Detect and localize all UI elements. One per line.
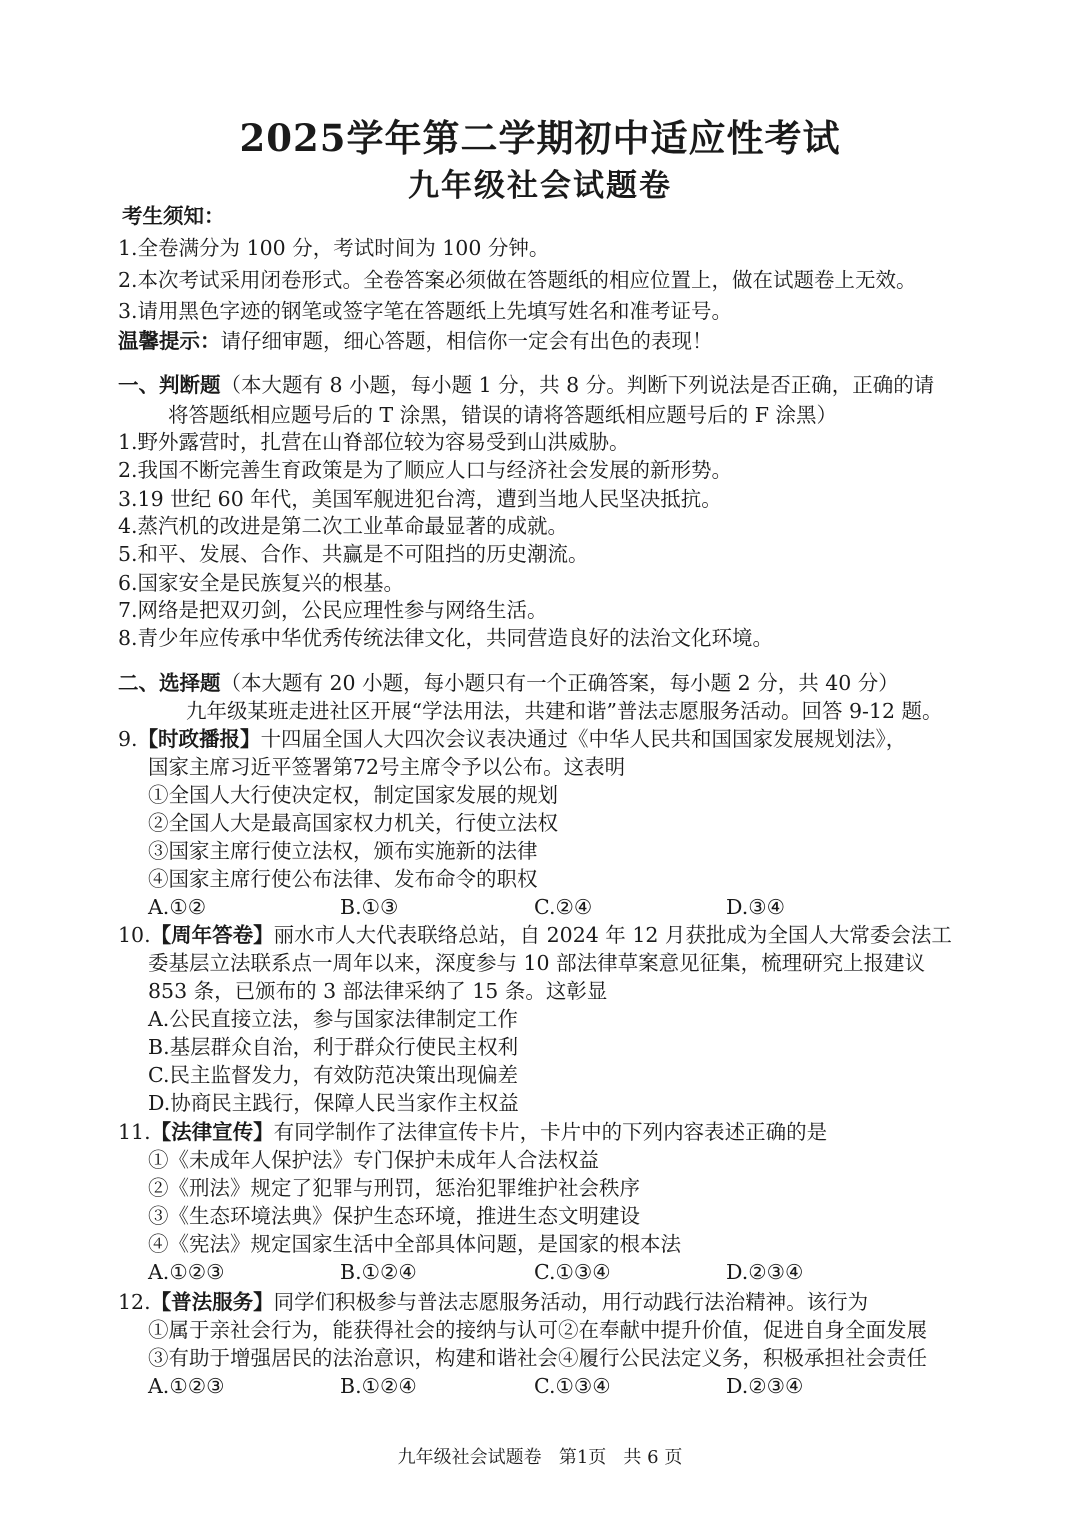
question-tag: 【普法服务】 <box>150 1290 274 1314</box>
section1-desc: （本大题有 8 小题，每小题 1 分，共 8 分。判断下列说法是否正确，正确的请 <box>220 373 935 397</box>
tip-label: 温馨提示： <box>118 329 221 353</box>
section1-desc-cont: 将答题纸相应题号后的 T 涂黑，错误的请将答题纸相应题号后的 F 涂黑） <box>168 403 837 427</box>
notice-heading: 考生须知： <box>122 204 225 228</box>
question-tag: 【时政播报】 <box>137 727 261 751</box>
question-stem-cont: 国家主席习近平签署第72号主席令予以公布。这表明 <box>148 755 626 779</box>
exam-title: 2025学年第二学期初中适应性考试 <box>239 116 841 160</box>
option-a: A.①② <box>148 895 207 919</box>
question-9 <box>118 726 906 752</box>
statement: ①《未成年人保护法》专门保护未成年人合法权益 <box>148 1148 599 1172</box>
question-stem: 十四届全国人大四次会议表决通过《中华人民共和国国家发展规划法》， <box>260 727 907 751</box>
option-c: C.②④ <box>534 895 593 919</box>
question-number: 11. <box>118 1120 151 1144</box>
option-c: C.①③④ <box>534 1260 611 1284</box>
judge-item: 3.19 世纪 60 年代，美国军舰进犯台湾，遭到当地人民坚决抵抗。 <box>118 487 722 511</box>
option-c: C.民主监督发力，有效防范决策出现偏差 <box>148 1063 518 1087</box>
statement: ①全国人大行使决定权，制定国家发展的规划 <box>148 783 558 807</box>
notice-item: 2.本次考试采用闭卷形式。全卷答案必须做在答题纸的相应位置上，做在试题卷上无效。 <box>118 268 917 292</box>
question-stem-cont: 853 条，已颁布的 3 部法律采纳了 15 条。这彰显 <box>148 979 608 1003</box>
option-a: A.①②③ <box>148 1260 225 1284</box>
option-b: B.①②④ <box>340 1260 417 1284</box>
judge-item: 6.国家安全是民族复兴的根基。 <box>118 571 405 595</box>
question-stem: 有同学制作了法律宣传卡片，卡片中的下列内容表述正确的是 <box>273 1120 828 1144</box>
judge-item: 8.青少年应传承中华优秀传统法律文化，共同营造良好的法治文化环境。 <box>118 626 774 650</box>
section2-heading: 二、选择题 <box>118 671 221 695</box>
question-stem: 同学们积极参与普法志愿服务活动，用行动践行法治精神。该行为 <box>273 1290 869 1314</box>
question-11 <box>118 1119 827 1145</box>
judge-item: 5.和平、发展、合作、共赢是不可阻挡的历史潮流。 <box>118 542 589 566</box>
page-footer: 九年级社会试题卷 第1页 共 6 页 <box>397 1447 683 1468</box>
question-10 <box>118 922 952 948</box>
option-a: A.公民直接立法，参与国家法律制定工作 <box>148 1007 518 1031</box>
option-b: B.基层群众自治，利于群众行使民主权利 <box>148 1035 519 1059</box>
statement: ③国家主席行使立法权，颁布实施新的法律 <box>148 839 538 863</box>
exam-subtitle: 九年级社会试题卷 <box>408 168 672 204</box>
option-b: B.①②④ <box>340 1374 417 1398</box>
statement: ④国家主席行使公布法律、发布命令的职权 <box>148 867 538 891</box>
statement-line: ③有助于增强居民的法治意识，构建和谐社会④履行公民法定义务，积极承担社会责任 <box>148 1346 927 1370</box>
judge-item: 1.野外露营时，扎营在山脊部位较为容易受到山洪威胁。 <box>118 430 630 454</box>
statement: ④《宪法》规定国家生活中全部具体问题，是国家的根本法 <box>148 1232 681 1256</box>
statement: ②全国人大是最高国家权力机关，行使立法权 <box>148 811 558 835</box>
section1-heading: 一、判断题 <box>118 373 221 397</box>
section2-header <box>118 670 899 696</box>
option-a: A.①②③ <box>148 1374 225 1398</box>
statement: ②《刑法》规定了犯罪与刑罚，惩治犯罪维护社会秩序 <box>148 1176 640 1200</box>
question-tag: 【法律宣传】 <box>150 1120 274 1144</box>
tip-line <box>118 328 713 354</box>
question-stem-cont: 委基层立法联系点一周年以来，深度参与 10 部法律草案意见征集，梳理研究上报建议 <box>148 951 926 975</box>
section1-header <box>118 372 934 398</box>
section2-intro: 九年级某班走进社区开展“学法用法，共建和谐”普法志愿服务活动。回答 9-12 题。 <box>186 699 943 723</box>
judge-item: 7.网络是把双刃剑，公民应理性参与网络生活。 <box>118 598 548 622</box>
option-d: D.②③④ <box>726 1260 804 1284</box>
judge-item: 2.我国不断完善生育政策是为了顺应人口与经济社会发展的新形势。 <box>118 458 733 482</box>
option-b: B.①③ <box>340 895 399 919</box>
tip-text: 请仔细审题，细心答题，相信你一定会有出色的表现！ <box>220 329 713 353</box>
question-number: 12. <box>118 1290 151 1314</box>
option-d: D.③④ <box>726 895 785 919</box>
question-number: 9. <box>118 727 138 751</box>
notice-item: 3.请用黑色字迹的钢笔或签字笔在答题纸上先填写姓名和准考证号。 <box>118 299 733 323</box>
statement-line: ①属于亲社会行为，能获得社会的接纳与认可②在奉献中提升价值，促进自身全面发展 <box>148 1318 927 1342</box>
question-stem: 丽水市人大代表联络总站，自 2024 年 12 月获批成为全国人大常委会法工 <box>273 923 952 947</box>
question-12 <box>118 1289 868 1315</box>
option-d: D.②③④ <box>726 1374 804 1398</box>
question-tag: 【周年答卷】 <box>150 923 274 947</box>
section2-desc: （本大题有 20 小题，每小题只有一个正确答案，每小题 2 分，共 40 分） <box>220 671 899 695</box>
notice-item: 1.全卷满分为 100 分，考试时间为 100 分钟。 <box>118 236 550 260</box>
statement: ③《生态环境法典》保护生态环境，推进生态文明建设 <box>148 1204 640 1228</box>
question-number: 10. <box>118 923 151 947</box>
judge-item: 4.蒸汽机的改进是第二次工业革命最显著的成就。 <box>118 514 569 538</box>
option-d: D.协商民主践行，保障人民当家作主权益 <box>148 1091 519 1115</box>
option-c: C.①③④ <box>534 1374 611 1398</box>
